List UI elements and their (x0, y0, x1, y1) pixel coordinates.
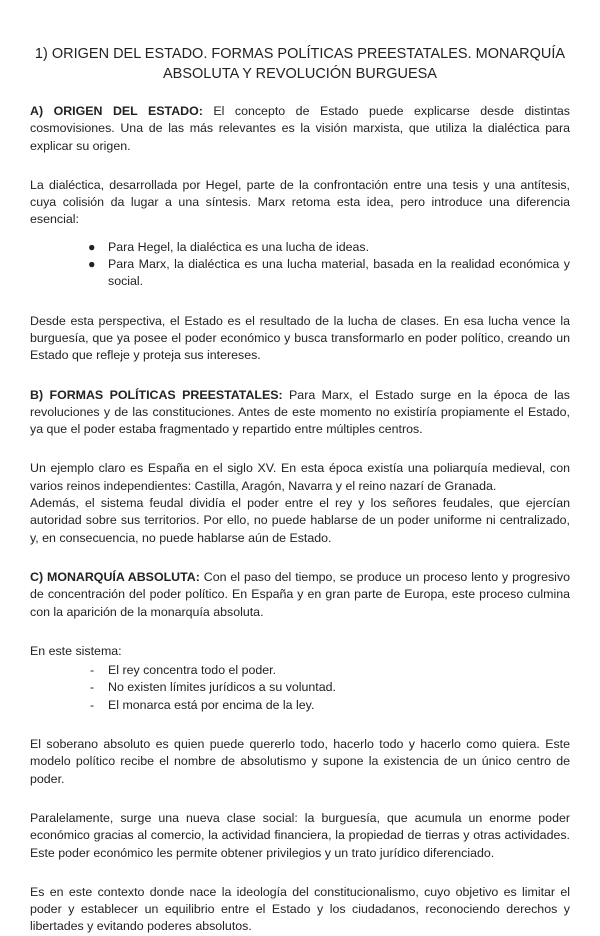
section-c-paragraph-2: En este sistema: (30, 643, 122, 658)
section-a-paragraph-3: Desde esta perspectiva, el Estado es el resultado de la lucha de clases. En esa lucha vence la burguesía, que ya posee el poder económico y busca transformarlo en poder político, creando un Estado que refleje y proteja sus intereses. (30, 313, 570, 363)
list-item: ● Para Marx, la dialéctica es una lucha material, basada en la realidad económica y social. (88, 257, 570, 289)
section-c-intro (30, 569, 570, 621)
bullet-icon: ● (88, 239, 96, 254)
dash-marker: - (90, 680, 95, 695)
section-c-dash-list (30, 662, 570, 714)
section-a-bullet-list (30, 239, 570, 291)
section-c-intro-text: Con el paso del tiempo, se produce un proceso lento y progresivo de concentración del poder político. En España y en gran parte de Europa, este proceso culmina con la aparición de la monarquía absoluta. (30, 569, 570, 619)
list-item: - El rey concentra todo el poder. (108, 662, 570, 679)
section-a-paragraph-2: La dialéctica, desarrollada por Hegel, parte de la confrontación entre una tesis y una antítesis, cuya colisión da lugar a una síntesis. Marx retoma esta idea, pero introduce una diferencia esencial: (30, 177, 570, 227)
section-b-paragraph-3: Además, el sistema feudal dividía el poder entre el rey y los señores feudales, que ejercían autoridad sobre sus territorios. Por ello, no puede hablarse de un poder uniforme ni centralizado, y, en consecuencia, no puede hablarse aún de Estado. (30, 496, 570, 545)
list-item: ● Para Hegel, la dialéctica es una lucha de ideas. (108, 239, 570, 256)
list-item: - No existen límites jurídicos a su voluntad. (108, 679, 570, 696)
section-b-paragraph-2: Un ejemplo claro es España en el siglo XV. En esta época existía una poliarquía medieval, con varios reinos independientes: Castilla, Aragón, Navarra y el reino nazarí de Granada. (30, 461, 570, 493)
section-c-heading: C) MONARQUÍA ABSOLUTA: (30, 569, 200, 584)
section-b-intro-text: Para Marx, el Estado surge en la época de las revoluciones y de las constituciones. Antes de este momento no existiría propiamente el Estado, ya que el poder estaba fragmentado y repartido entre múltiples centros. (30, 387, 570, 437)
bullet-icon: ● (88, 257, 96, 272)
section-a-intro (30, 103, 570, 155)
section-c-paragraph-3: El soberano absoluto es quien puede quererlo todo, hacerlo todo y hacerlo como quiera. Este modelo político recibe el nombre de absolutismo y supone la existencia de un único centro de poder. (30, 737, 570, 786)
dash-marker: - (90, 663, 95, 678)
page-title (30, 0, 570, 84)
section-c-paragraph-4: Paralelamente, surge una nueva clase social: la burguesía, que acumula un enorme poder económico gracias al comercio, la actividad financiera, la propiedad de tierras y otras actividades. Este poder económico les permite obtener privilegios y un trato jurídico diferenciado. (30, 810, 570, 860)
dash-marker: - (90, 697, 95, 712)
list-item: - El monarca está por encima de la ley. (108, 697, 570, 714)
section-a-heading: A) ORIGEN DEL ESTADO: (30, 104, 203, 118)
section-c-paragraph-5: Es en este contexto donde nace la ideología del constitucionalismo, cuyo objetivo es limitar el poder y establecer un equilibrio entre el Estado y los ciudadanos, reconociendo derechos y libertades y evitando poderes absolutos. (30, 884, 570, 934)
section-a-intro-text: El concepto de Estado puede explicarse desde distintas cosmovisiones. Una de las más relevantes es la visión marxista, que utiliza la dialéctica para explicar su origen. (30, 104, 570, 153)
page-title-line-1: 1) ORIGEN DEL ESTADO. FORMAS POLÍTICAS PREESTATALES. MONARQUÍA (34, 46, 566, 62)
section-b-intro (30, 387, 570, 439)
section-b-heading: B) FORMAS POLÍTICAS PREESTATALES: (30, 387, 283, 402)
page-title-line-2: ABSOLUTA Y REVOLUCIÓN BURGUESA (163, 66, 437, 82)
